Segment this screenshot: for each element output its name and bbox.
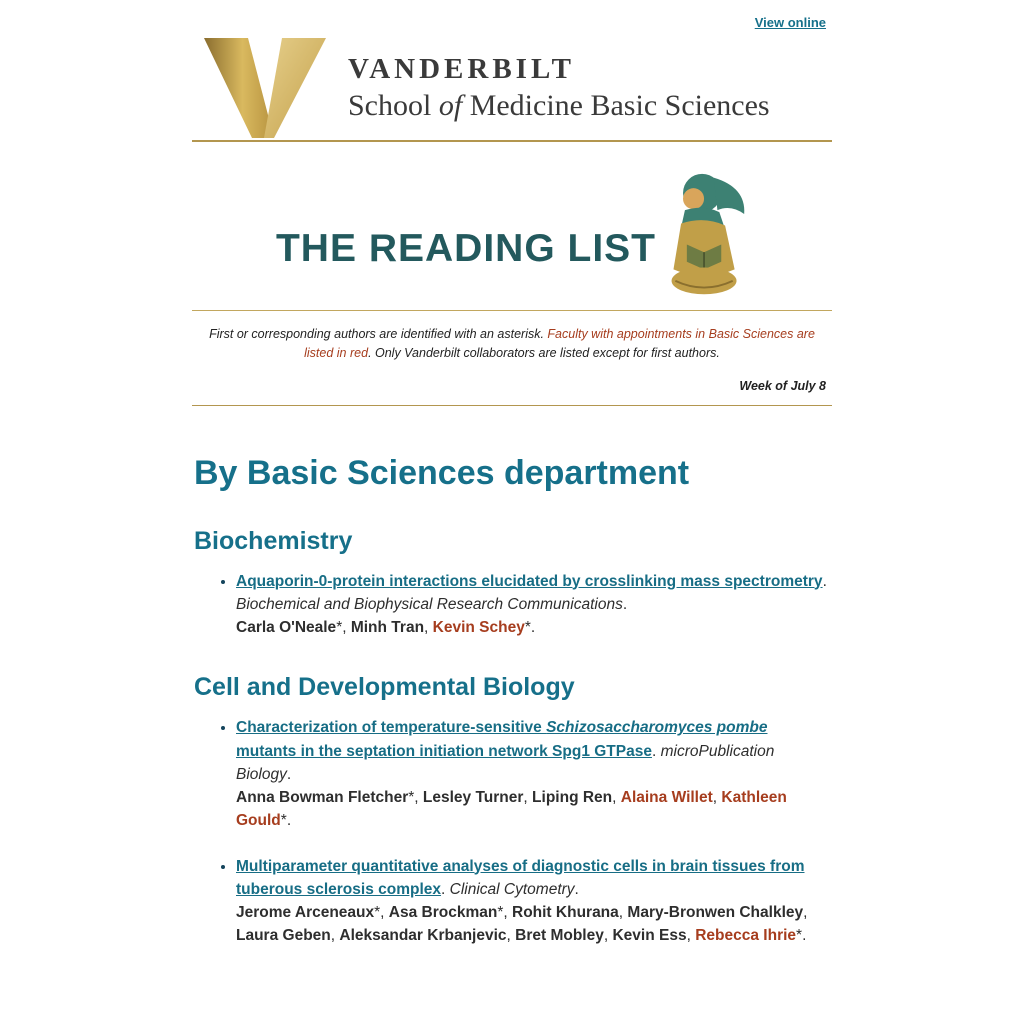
citation-item	[236, 855, 832, 948]
citation-authors	[236, 901, 832, 948]
text-segment: .	[651, 742, 661, 760]
text-segment: ,	[618, 904, 628, 921]
citation-item	[236, 570, 832, 640]
person-reading-illustration	[662, 166, 748, 304]
text-segment: First or corresponding authors are identified with an asterisk.	[209, 327, 548, 341]
page-title: By Basic Sciences department	[194, 453, 690, 492]
text-segment: *.	[796, 927, 807, 945]
brand-school-line: School of Medicine Basic Sciences	[348, 89, 770, 123]
text-segment: Anna Bowman Fletcher	[236, 789, 409, 806]
reading-list-banner	[192, 142, 832, 311]
citation-text	[236, 855, 832, 902]
text-segment: .	[286, 765, 292, 783]
section-heading-cell-developmental-biology: Cell and Developmental Biology	[194, 673, 575, 702]
text-segment: Clinical Cytometry	[449, 880, 575, 898]
vanderbilt-v-logo	[192, 38, 336, 138]
text-segment: ,	[612, 789, 621, 806]
text-segment: *,	[408, 789, 423, 806]
text-segment: *,	[336, 619, 351, 636]
text-segment: Lesley Turner	[422, 789, 524, 806]
text-segment: ,	[523, 789, 533, 806]
brand-name: VANDERBILT	[348, 52, 575, 85]
text-segment: Mary-Bronwen Chalkley	[627, 904, 804, 921]
author-notice	[202, 325, 822, 363]
text-segment: Minh Tran	[350, 619, 425, 636]
citation-link[interactable]: Schizosaccharomyces pombe	[546, 719, 768, 737]
text-segment: Laura Geben	[236, 927, 331, 945]
text-segment: *.	[280, 812, 292, 830]
text-segment: .	[574, 880, 579, 898]
text-segment: Rohit Khurana	[512, 904, 619, 921]
citation-item	[236, 716, 832, 832]
text-segment: ,	[330, 927, 340, 945]
text-segment: ,	[712, 789, 722, 806]
text-segment: Kevin Schey	[432, 619, 525, 636]
text-segment: Alaina Willet	[620, 789, 713, 806]
cdb-citation-list	[192, 716, 832, 947]
email-content	[192, 0, 832, 948]
citation-authors	[236, 616, 832, 639]
text-segment: Kathleen Gould	[236, 789, 787, 830]
text-segment: .	[822, 572, 827, 590]
view-online-row	[192, 14, 832, 32]
text-segment: Faculty with appointments in Basic Sciences are listed in red	[304, 327, 815, 360]
brand-header	[192, 38, 832, 142]
text-segment: Bret Mobley	[515, 927, 604, 945]
citation-link[interactable]: mutants in the septation initiation network Spg1 GTPase	[236, 742, 652, 760]
text-segment: Carla O'Neale	[236, 619, 337, 636]
week-label: Week of July 8	[739, 378, 826, 393]
citation-text	[236, 716, 832, 786]
divider	[192, 405, 832, 406]
text-segment: ,	[803, 904, 808, 921]
text-segment: *,	[497, 904, 512, 921]
text-segment: .	[622, 595, 628, 613]
text-segment: *,	[374, 904, 389, 921]
section-heading-biochemistry: Biochemistry	[194, 526, 353, 555]
text-segment: Kevin Ess	[612, 927, 687, 945]
citation-link[interactable]: Aquaporin-0-protein interactions elucidated by crosslinking mass spectrometry	[236, 572, 823, 590]
text-segment: ,	[686, 927, 696, 945]
citation-text	[236, 570, 832, 617]
biochemistry-citation-list	[192, 570, 832, 640]
text-segment: Aleksandar Krbanjevic	[339, 927, 507, 945]
text-segment: Liping Ren	[532, 789, 613, 806]
text-segment: Jerome Arceneaux	[236, 904, 375, 921]
text-segment: *.	[524, 619, 536, 636]
citation-link[interactable]: Characterization of temperature-sensitive	[236, 719, 547, 737]
text-segment: . Only Vanderbilt collaborators are listed except for first authors.	[368, 345, 720, 360]
citation-link[interactable]: Multiparameter quantitative analyses of diagnostic cells in brain tissues from tuberous sclerosis complex	[236, 857, 805, 898]
text-segment: .	[441, 880, 450, 898]
text-segment: ,	[603, 927, 613, 945]
text-segment: Asa Brockman	[388, 904, 498, 921]
text-segment: ,	[506, 927, 516, 945]
brand-text	[348, 54, 770, 123]
text-segment: Biochemical and Biophysical Research Communications	[236, 595, 623, 613]
view-online-link[interactable]: View online	[754, 15, 826, 30]
text-segment: microPublication Biology	[236, 742, 775, 783]
citation-authors	[236, 786, 832, 833]
text-segment: ,	[424, 619, 433, 636]
reading-list-title: THE READING LIST	[275, 227, 656, 270]
text-segment: Rebecca Ihrie	[695, 927, 797, 945]
